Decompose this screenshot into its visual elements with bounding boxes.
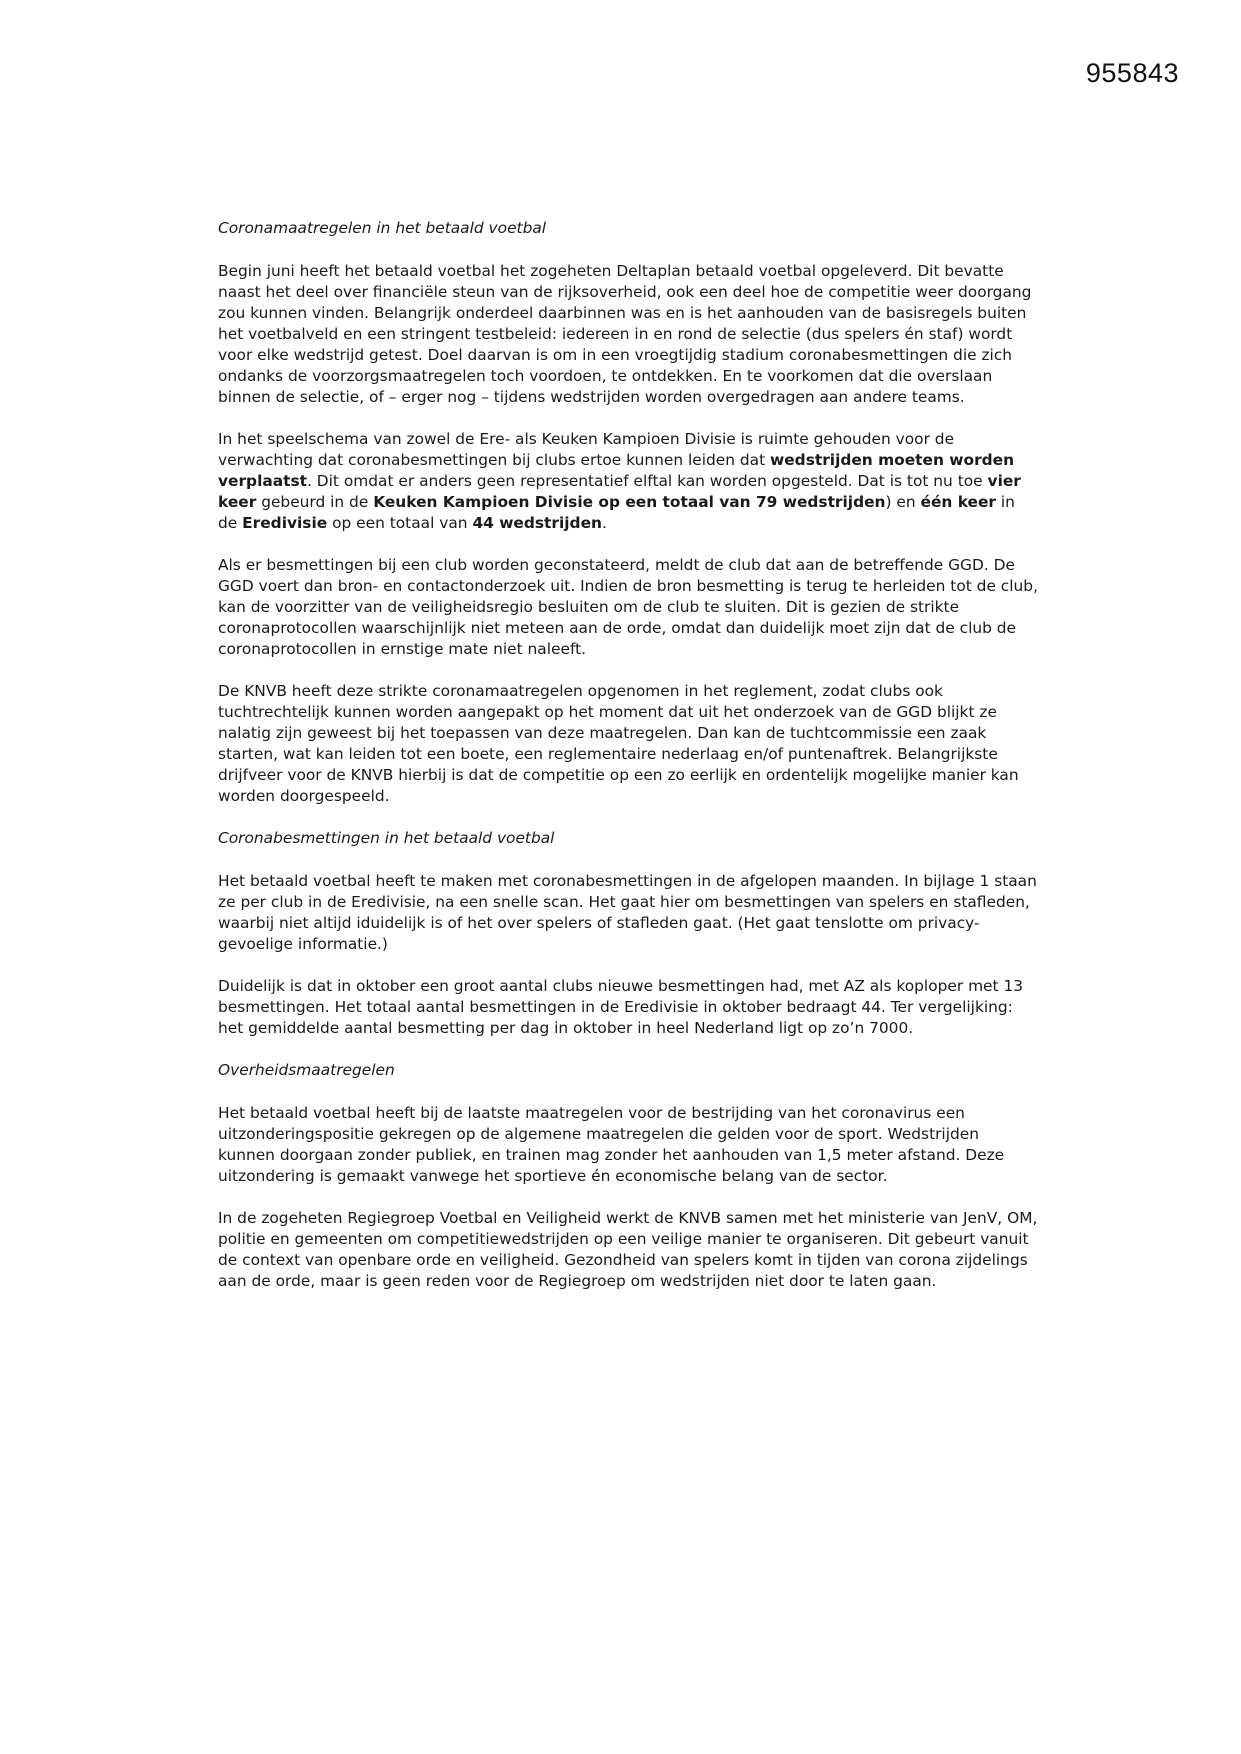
bold-text: Keuken Kampioen Divisie op een totaal van 79 wedstrijden	[373, 493, 886, 511]
text-run: In de zogeheten Regiegroep Voetbal en Veiligheid werkt de KNVB samen met het ministerie van JenV, OM, politie en gemeenten om competitiewedstrijden op een veilige manier te organiseren. Dit gebeurt vanuit de context van openbare orde en veiligheid. Gezondheid van spelers komt in tijden van corona zijdelings aan de orde, maar is geen reden voor de Regiegroep om wedstrijden niet door te laten gaan.	[218, 1209, 1038, 1290]
bold-text: 44 wedstrijden	[472, 514, 602, 532]
text-run: gebeurd in de	[256, 493, 374, 511]
text-run: .	[601, 514, 607, 532]
document-body	[218, 218, 1038, 1313]
text-run: Duidelijk is dat in oktober een groot aantal clubs nieuwe besmettingen had, met AZ als koploper met 13 besmettingen. Het totaal aantal besmettingen in de Eredivisie in oktober bedraagt 44. Ter vergelijking: het gemiddelde aantal besmetting per dag in oktober in heel Nederland ligt op zo’n 7000.	[218, 977, 1024, 1037]
bold-text: één keer	[920, 493, 996, 511]
text-run: Het betaald voetbal heeft bij de laatste maatregelen voor de bestrijding van het coronavirus een uitzonderingspositie gekregen op de algemene maatregelen die gelden voor de sport. Wedstrijden kunnen doorgaan zonder publiek, en trainen mag zonder het aanhouden van 1,5 meter afstand. Deze uitzondering is gemaakt vanwege het sportieve én economische belang van de sector.	[218, 1104, 1005, 1185]
text-run: . Dit omdat er anders geen representatief elftal kan worden opgesteld. Dat is tot nu toe	[307, 472, 988, 490]
paragraph	[218, 1208, 1038, 1292]
section-heading: Coronabesmettingen in het betaald voetbal	[218, 829, 555, 847]
text-run: op een totaal van	[327, 514, 473, 532]
section-heading: Coronamaatregelen in het betaald voetbal	[218, 219, 547, 237]
bold-text: vier keer	[218, 472, 1021, 511]
text-run: In het speelschema van zowel de Ere- als Keuken Kampioen Divisie is ruimte gehouden voor de verwachting dat coronabesmettingen bij clubs ertoe kunnen leiden dat	[218, 430, 955, 469]
text-run: Als er besmettingen bij een club worden geconstateerd, meldt de club dat aan de betreffende GGD. De GGD voert dan bron- en contactonderzoek uit. Indien de bron besmetting is terug te herleiden tot de club, kan de voorzitter van de veiligheidsregio besluiten om de club te sluiten. Dit is gezien de strikte coronaprotocollen waarschijnlijk niet meteen aan de orde, omdat dan duidelijk moet zijn dat de club de coronaprotocollen in ernstige mate niet naleeft.	[218, 556, 1038, 658]
text-run: ) en	[885, 493, 921, 511]
paragraph	[218, 555, 1038, 660]
paragraph	[218, 681, 1038, 807]
bold-text: wedstrijden moeten worden verplaatst	[218, 451, 1015, 490]
text-run: Het betaald voetbal heeft te maken met coronabesmettingen in de afgelopen maanden. In bijlage 1 staan ze per club in de Eredivisie, na een snelle scan. Het gaat hier om besmettingen van spelers en stafleden, waarbij niet altijd iduidelijk is of het over spelers of stafleden gaat. (Het gaat tenslotte om privacy-gevoelige informatie.)	[218, 872, 1037, 953]
text-run: Begin juni heeft het betaald voetbal het zogeheten Deltaplan betaald voetbal opgeleverd. Dit bevatte naast het deel over financiële steun van de rijksoverheid, ook een deel hoe de competitie weer doorgang zou kunnen vinden. Belangrijk onderdeel daarbinnen was en is het aanhouden van de basisregels buiten het voetbalveld en een stringent testbeleid: iedereen in en rond de selectie (dus spelers én staf) wordt voor elke wedstrijd getest. Doel daarvan is om in een vroegtijdig stadium coronabesmettingen die zich ondanks de voorzorgsmaatregelen toch voordoen, te ontdekken. En te voorkomen dat die overslaan binnen de selectie, of – erger nog – tijdens wedstrijden worden overgedragen aan andere teams.	[218, 262, 1032, 406]
text-run: De KNVB heeft deze strikte coronamaatregelen opgenomen in het reglement, zodat clubs ook tuchtrechtelijk kunnen worden aangepakt op het moment dat uit het onderzoek van de GGD blijkt ze nalatig zijn geweest bij het toepassen van deze maatregelen. Dan kan de tuchtcommissie een zaak starten, wat kan leiden tot een boete, een reglementaire nederlaag en/of puntenaftrek. Belangrijkste drijfveer voor de KNVB hierbij is dat de competitie op een zo eerlijk en ordentelijk mogelijke manier kan worden doorgespeeld.	[218, 682, 1019, 805]
section-heading: Overheidsmaatregelen	[218, 1061, 395, 1079]
text-run: in de	[218, 493, 1015, 532]
paragraph	[218, 871, 1038, 955]
paragraph	[218, 1103, 1038, 1187]
paragraph	[218, 429, 1038, 534]
paragraph	[218, 261, 1038, 408]
bold-text: Eredivisie	[242, 514, 328, 532]
document-number: 955843	[1085, 58, 1179, 88]
paragraph	[218, 976, 1038, 1039]
